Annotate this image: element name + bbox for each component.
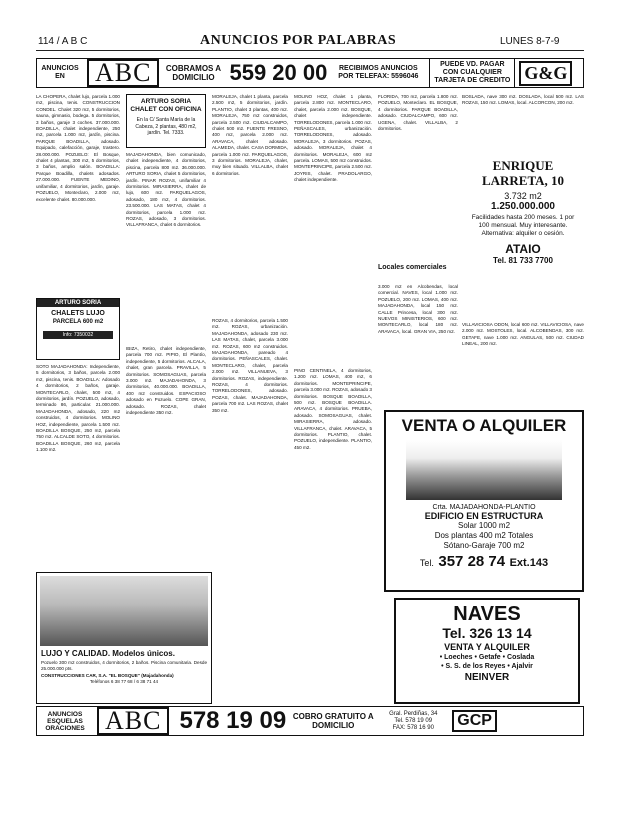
ataio-phone: Tel. 81 733 7700 [493,256,553,265]
venta-solar: Solar 1000 m2 [457,521,511,530]
venta-ext: Ext.143 [509,557,549,569]
address-line-1: Gral. Perdiñas, 34 [389,710,438,717]
larreta-title: ENRIQUE LARRETA, 10 [481,158,565,188]
naves-places-1: • Loeches • Getafe • Coslada [439,654,535,661]
bottom-left-label: ANUNCIOS ESQUELAS ORACIONES [45,710,85,732]
lujo-ad-body: Pozuelo 300 m2 construidos, 4 dormitorios, 2 baños. Piscina comunitaria. Desde 25.000.000 pts. [41,660,207,671]
venta-sotano: Sótano-Garaje 700 m2 [443,541,525,550]
column-5-text: FLORIDA, 700 m2, parcela 1.800 m2. POZUELO, Monteclaro. EL BOSQUE, 4 dormitorios. PARQUE BOADILLA, adosado. CIUDALCAMPO, 600 m2. UGENA, chalet. VILLALBA, 2 dormitorios. [378,94,458,132]
gg-logo: G&G [519,61,572,86]
lujo-ad-title: LUJO Y CALIDAD. Modelos únicos. [41,649,175,658]
larreta-body: Facilidades hasta 200 meses. 1 por 100 mensual. Muy interesante. Alternativa: alquiler o cesión. [471,214,575,237]
cobro-gratuito: COBRO GRATUITO A DOMICILIO [292,712,374,730]
gcp-logo: GCP [452,710,497,732]
naves-ad [394,598,580,704]
arturo-soria-ad [36,298,120,360]
naves-phone: Tel. 326 13 14 [442,625,532,641]
arturo-ad-line2: PARCELA 600 m2 [52,319,104,325]
lujo-ad-phone: Teléfonos 6 38 77 68 / 6 38 71 44 [89,678,159,684]
arturo-chalet-title: ARTURO SORIA CHALET CON OFICINA [130,98,202,113]
header-rule [36,50,584,51]
building-drawing [406,440,562,500]
column-4-text: MOLINO HOZ, chalet 1 planta, parcela 2.800 m2. MONTECLARO, chalet, parcela 2.000 m2. BOSQUE, chalet independiente. TORRELODONES, parcela 1.000 m2. PEÑASCALES, urbanización. TORRELODONES, adosado. MORALEJA, 3 dormitorios. POZAS, adosado. MORALEJA, chalet 4 dormitorios. MORALEJA, 600 m2 parcela. LOMAS, 500 m2 construidos. MONTEPRINCIPE, parcela 2.500 m2. JOYRIS, chalet. PRADOLARGO, chalet independiente. [294,94,372,183]
column-6-text: BOSLADA, nave 300 m2. DOSLADA, local 500 m2. LAS ROZAS, 150 m2. LOMAS, local. ALCORCON, 200 m2. [462,94,584,106]
naves-line: VENTA Y ALQUILER [444,642,530,652]
arturo-ad-contact: Info: 7350032 [43,331,113,339]
venta-headline: EDIFICIO EN ESTRUCTURA [424,511,544,521]
arturo-chalet-body: En la C/ Santa María de la Cabeza, 2 plantas, 480 m2, jardín. Tel. 7333. [135,117,197,136]
column-4b-text: PINO CENTINELA, 4 dormitorios, 1.200 m2. LOMAS, 400 m2, 6 dormitorios. MONTEPRINCIPE, parcela 3.000 m2. ROZAS, adosado 3 dormitorios. BOSQUE BOADILLA, 500 m2. BOSQUE BOADILLA. ARAVACA, 4 dormitorios. PRUEBA, adosado. SOMOSAGUAS, chalet. MIRASIERRA, adosado. VILLAFRANCA, chalet. ARAVACA, 5 dormitorios. PLANTIO, chalet. POZUELO, independiente. PLANTIO, 450 m2. [294,368,372,450]
column-6b-text: VILLAVICIOSA ODON, local 600 m2. VILLAVICIOSA, nave 2.000 m2. MOSTOLES, local. ALCOBENDAS, 300 m2. GETAFE, nave 1.000 m2. ANGULAS, 500 m2. CIUDAD LINEAL, 200 m2. [462,322,584,347]
column-3b-text: ROZAS, 4 dormitorios, parcela 1.500 m2. ROZAS, urbanización. MAJADAHONDA, adosado 230 m2. LAS MATAS, chalet, parcela 3.000 m2. ROZAS, 600 m2 construidos. MAJADAHONDA, pareado 4 dormitorios. PEÑASCALES, chalet. MONTECLARO, chalet, parcela 2.000 m2. VILLANUEVA, 3 dormitorios. ROZAS, independiente. ROZAS, 4 dormitorios. TORRELODONES, adosado. POZAS, chalet. MAJADAHONDA, parcela 700 m2. LAS ROZAS, chalet 350 m2. [212,318,288,413]
bottom-banner [36,706,584,736]
naves-places-2: • S. S. de los Reyes • Ajalvir [441,663,533,670]
column-1b-text: SOTO MAJADAHONDA: Independiente, 5 dormitorios, 3 baños, parcela 2.000 m2, piscina, tenis. BOADILLA: Adosado 4 dormitorios, 2 baños, garaje. MONTECARLO, chalet, 500 m2, 4 dormitorios, jardín. POZUELO, adosado, terminado 86, particular. 21.000.000. MAJADAHONDA, adosado, 220 m2 construidos, 4 dormitorios. MOLINO HOZ, independiente, parcela 1.500 m2. BOADILLA BOSQUE, 250 m2, parcela 750 m2. ALCALDE SOTO, 4 dormitorios. BOADILLA BOSQUE, 260 m2, parcela 1.100 m2. [36,364,120,453]
larreta-area: 3.732 m2 [504,191,542,201]
column-2b-text: IBIZA, Retiro, chalet independiente, parcela 700 m2. PIPIO, El Plantío, independiente, 5 dormitorios. ALCALA, chalet, gran parcela. PRAVILLA, 5 dormitorios. SOMOSAGUAS, parcela 3.000 m2. MAJADAHONDA, 3 dormitorios, 40.000.000. BOADILLA, 400 m2 construidos. ESPACIOSO adosado en Pozuelo. COPE GRAN, adosado. ROZAS, chalet independiente 350 m2. [126,346,206,416]
venta-plantas: Dos plantas 400 m2 Totales [434,531,534,540]
venta-title: VENTA O ALQUILER [401,416,567,435]
bottom-address [374,711,452,732]
lujo-ad-company: CONSTRUCCIONES CAR, S.A. "EL BOSQUE" (Majadahonda) [41,673,174,679]
arturo-ad-title: ARTURO SORIA [37,299,119,307]
house-photo [40,576,208,646]
banner-left-label: ANUNCIOS EN [41,65,79,80]
venta-tel-prefix: Tel. [419,558,434,568]
enrique-larreta-ad [462,158,584,320]
telefax-label: RECIBIMOS ANUNCIOS POR TELEFAX: 5596046 [338,65,419,80]
column-1-text: LA CHOPERA, chalet lujo, parcela 1.000 m2, piscina, tenis. CONSTRUCCION CONDEL. Chalet 320 m2, 5 dormitorios, sauna, gimnasio, bodega. 5 dormitorios, 3 baños, garaje 3 coches. 37.000.000. BOADILLA, chalet independiente, 250 m2, parcela 1.000 m2, jardín, piscina. PARQUE BOADILLA, adosado. Equipado, calefacción, garaje, trastero. 28.000.000. POZUELO: El Bosque, chalet 4 plantas, 300 m2, 5 dormitorios, 3 baños, amplio salón. BOADILLA: Parque Boadilla, chalets adosados. 27.000.000. FUENTE MEDINO, unifamiliar, 4 dormitorios, jardín, garaje. POZUELO, Monteclaro, 2.000 m2, excelente chalet. 80.000.000. [36,94,120,202]
column-3-text: MORALEJA, chalet 1 planta, parcela 2.500 m2, 5 dormitorios, jardín. PLANTIO, chalet 3 plantas, 400 m2. MORALEJA, 750 m2 construidos, parcela 2.500 m2. CIUDALCAMPO, chalet 500 m2. FUENTE FRESNO, 400 m2, parcela 2.000 m2. ARAVACA, chalet adosado. ALAMEDA, chalet. CASA DORMIDA, parcela 1.000 m2. PARQUELAGOS, 3 dormitorios. MORALEJA, chalet, muy bien situado. VILLALBA, chalet 6 dormitorios. [212,94,288,176]
top-banner [36,58,584,88]
bottom-abc-logo: ABC [97,707,169,735]
lujo-calidad-ad [36,572,212,704]
section-locales: Locales comerciales [378,264,447,271]
address-fax: FAX: 578 16 90 [392,724,434,731]
arturo-ad-line1: CHALETS LUJO [51,310,105,317]
venta-subtitle: Crta. MAJADAHONDA-PLANTIO [432,504,536,511]
banner-phone: 559 20 00 [229,60,328,85]
page-number: 114 / A B C [38,36,88,47]
abc-logo: ABC [87,59,159,87]
address-line-2: Tel. 578 19 09 [394,717,433,724]
card-label: PUEDE VD. PAGAR CON CUALQUIER TARJETA DE CREDITO [429,58,515,88]
column-2-text: MAJADAHONDA, bien comunicado, chalet independiente, 4 dormitorios, piscina, parcela 800 m2. 36.000.000. ARTURO SORIA, chalet 5 dormitorios, jardín. PINAR ROZAS, unifamiliar 4 dormitorios. MIRASIERRA, chalet de lujo, 600 m2. PARQUELAGOS, adosado, 180 m2, 4 dormitorios. 23.500.000. LAS MATAS, chalet 4 dormitorios, parcela 1.000 m2. ROZAS, adosado, 3 dormitorios. VILLAFRANCA, chalet 6 dormitorios. [126,152,206,228]
bottom-phone: 578 19 09 [179,707,287,734]
page-title: ANUNCIOS POR PALABRAS [200,33,397,48]
larreta-price: 1.250.000.000 [491,201,555,212]
venta-alquiler-ad [384,410,584,592]
venta-phone: 357 28 74 [438,553,506,570]
arturo-chalet-ad [126,94,206,148]
ataio-brand: ATAIO [505,242,541,256]
cobramos-label: COBRAMOS A DOMICILIO [165,64,222,82]
naves-title: NAVES [453,603,521,625]
column-5b-text: 3.000 m2 en Alcobendas, local comercial. NAVES, local 1.000 m2. POZUELO, 200 m2. LOMAS, 400 m2. MAJADAHONDA, local 150 m2. CALLE Princesa, local 300 m2. NUEVOS MINISTERIOS, 600 m2. MONTECARLO, local 180 m2. ARAVACA, local. GRAN VIA, 250 m2. [378,284,458,334]
neinver-logo: NEINVER [464,672,510,683]
page-date: LUNES 8-7-9 [500,36,560,47]
